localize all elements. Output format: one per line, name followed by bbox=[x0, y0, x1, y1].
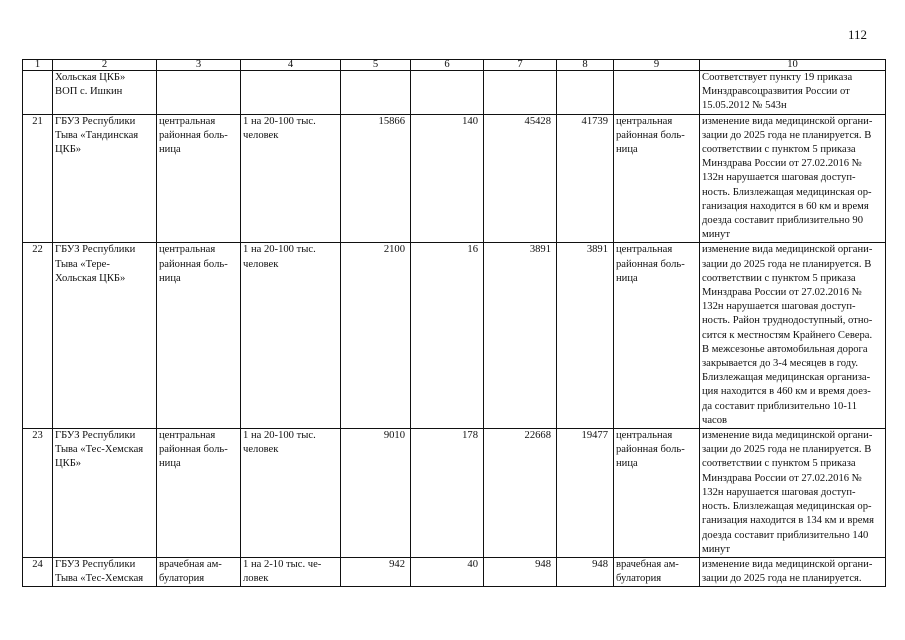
row-number-cell: 21 bbox=[23, 114, 53, 243]
organization-cell: ГБУЗ Республики Тыва «Тес-Хемская bbox=[53, 557, 157, 586]
planned-type-cell: врачебная ам- булатория bbox=[614, 557, 700, 586]
organization-cell: ГБУЗ Республики Тыва «Тандинская ЦКБ» bbox=[53, 114, 157, 243]
population-group-cell: 1 на 2-10 тыс. че- ловек bbox=[241, 557, 341, 586]
facility-type-cell: центральная районная боль- ница bbox=[157, 429, 241, 558]
planned-type-cell: центральная районная боль- ница bbox=[614, 114, 700, 243]
value-cell bbox=[557, 71, 614, 115]
value-cell: 16 bbox=[411, 243, 484, 429]
row-number-cell: 24 bbox=[23, 557, 53, 586]
population-group-cell: 1 на 20-100 тыс. человек bbox=[241, 243, 341, 429]
table-row bbox=[23, 243, 886, 429]
note-cell: изменение вида медицинской органи- зации до 2025 года не планируется. В соответствии с пунктом 5 приказа Минздрава России от 27.02.2016 № 132н нарушается шаговая доступ- ность. Близлежащая медицинская ор- ганизация находится в 134 км и время доезда составит приблизительно 140 минут bbox=[700, 429, 886, 558]
value-cell: 19477 bbox=[557, 429, 614, 558]
value-cell: 942 bbox=[341, 557, 411, 586]
value-cell: 948 bbox=[484, 557, 557, 586]
facility-type-cell: врачебная ам- булатория bbox=[157, 557, 241, 586]
column-number: 2 bbox=[53, 60, 157, 71]
value-cell: 22668 bbox=[484, 429, 557, 558]
note-cell: изменение вида медицинской органи- зации до 2025 года не планируется. В соответствии с пунктом 5 приказа Минздрава России от 27.02.2016 № 132н нарушается шаговая доступ- ность. Близлежащая медицинская ор- ганизация находится в 60 км и время доезда составит приблизительно 90 минут bbox=[700, 114, 886, 243]
value-cell: 40 bbox=[411, 557, 484, 586]
value-cell: 15866 bbox=[341, 114, 411, 243]
column-number: 10 bbox=[700, 60, 886, 71]
value-cell: 178 bbox=[411, 429, 484, 558]
page-number: 112 bbox=[848, 27, 868, 42]
value-cell bbox=[341, 71, 411, 115]
table-row bbox=[23, 114, 886, 243]
organization-cell: ГБУЗ Республики Тыва «Тере- Хольская ЦКБ» bbox=[53, 243, 157, 429]
facility-type-cell bbox=[157, 71, 241, 115]
planned-type-cell: центральная районная боль- ница bbox=[614, 243, 700, 429]
value-cell: 3891 bbox=[484, 243, 557, 429]
column-number: 9 bbox=[614, 60, 700, 71]
value-cell: 3891 bbox=[557, 243, 614, 429]
value-cell: 9010 bbox=[341, 429, 411, 558]
organization-cell: Хольская ЦКБ» ВОП с. Ишкин bbox=[53, 71, 157, 115]
planned-type-cell bbox=[614, 71, 700, 115]
note-cell: изменение вида медицинской органи- зации до 2025 года не планируется. В соответствии с пунктом 5 приказа Минздрава России от 27.02.2016 № 132н нарушается шаговая доступ- ность. Район труднодоступный, отно- сится к местностям Крайнего Севера. В межсезонье автомобильная дорога закрывается до 3-4 месяцев в году. Близлежащая медицинская организа- ция находится в 460 км и время доез- да составит приблизительно 10-11 часов bbox=[700, 243, 886, 429]
organization-cell: ГБУЗ Республики Тыва «Тес-Хемская ЦКБ» bbox=[53, 429, 157, 558]
value-cell: 948 bbox=[557, 557, 614, 586]
facility-type-cell: центральная районная боль- ница bbox=[157, 114, 241, 243]
table-row bbox=[23, 429, 886, 558]
column-number: 4 bbox=[241, 60, 341, 71]
value-cell bbox=[411, 71, 484, 115]
value-cell bbox=[484, 71, 557, 115]
table-row bbox=[23, 71, 886, 115]
row-number-cell: 22 bbox=[23, 243, 53, 429]
population-group-cell: 1 на 20-100 тыс. человек bbox=[241, 114, 341, 243]
column-number: 1 bbox=[23, 60, 53, 71]
planned-type-cell: центральная районная боль- ница bbox=[614, 429, 700, 558]
row-number-cell bbox=[23, 71, 53, 115]
column-number-row bbox=[23, 60, 886, 71]
value-cell: 2100 bbox=[341, 243, 411, 429]
column-number: 8 bbox=[557, 60, 614, 71]
population-group-cell bbox=[241, 71, 341, 115]
value-cell: 41739 bbox=[557, 114, 614, 243]
column-number: 6 bbox=[411, 60, 484, 71]
facilities-table bbox=[22, 59, 886, 587]
column-number: 5 bbox=[341, 60, 411, 71]
facility-type-cell: центральная районная боль- ница bbox=[157, 243, 241, 429]
row-number-cell: 23 bbox=[23, 429, 53, 558]
value-cell: 140 bbox=[411, 114, 484, 243]
column-number: 3 bbox=[157, 60, 241, 71]
note-cell: Соответствует пункту 19 приказа Минздравсоцразвития России от 15.05.2012 № 543н bbox=[700, 71, 886, 115]
note-cell: изменение вида медицинской органи- зации до 2025 года не планируется. bbox=[700, 557, 886, 586]
table-row bbox=[23, 557, 886, 586]
value-cell: 45428 bbox=[484, 114, 557, 243]
population-group-cell: 1 на 20-100 тыс. человек bbox=[241, 429, 341, 558]
column-number: 7 bbox=[484, 60, 557, 71]
